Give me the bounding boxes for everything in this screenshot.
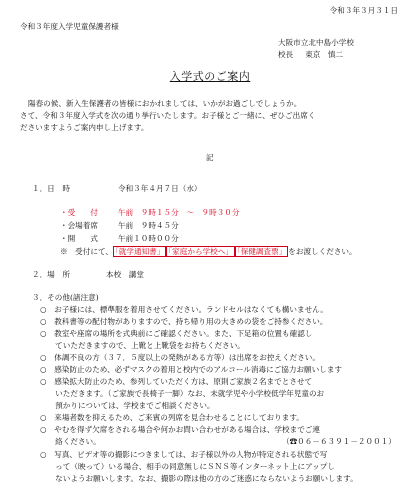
note-line: ○ 来場者数を抑えるため、ご来賓の列席を見合わせることにしております。 — [40, 413, 304, 422]
note-line: ○ 写真、ビデオ等の撮影につきましては、お子様以外の人物が特定される状態で写 — [40, 450, 328, 459]
school-name: 大阪市立北中島小学校 — [278, 38, 354, 47]
reception-label: ・受 付 — [60, 208, 98, 217]
seating-time: 午前 ９時４５分 — [118, 221, 179, 230]
doc-health-survey: 「保健調査票」 — [236, 247, 287, 256]
note-line: ○ 教科書等の配付物がありますので、持ち帰り用の大きめの袋をご持参ください。 — [40, 317, 328, 326]
note-line: 絡ください。 — [40, 437, 101, 446]
note-line: ○ 感染拡大防止のため、参列していただく方は、原則ご家族２名までとさせて — [40, 377, 313, 386]
greeting-line-1: 陽春の候、新入生保護者の皆様におかれましては、いかがお過ごしでしょうか。 — [28, 99, 302, 108]
note-line: ○ 教室や座席の場所を式典前にご確認ください。また、下足箱の位置も確認し — [40, 329, 313, 338]
principal-name: 東京 慎二 — [305, 50, 344, 59]
greeting-line-3: ださいますようご案内申し上げます。 — [20, 123, 149, 132]
school-phone: （☎０６－６３９１－２００１） — [282, 437, 396, 446]
event-date: 令和３年４月７日（水） — [118, 184, 202, 193]
principal — [278, 50, 343, 60]
section1-heading: １．日 時 — [32, 184, 70, 193]
doc-home-to-school: 「家庭から学校へ」 — [168, 247, 233, 256]
reception-note: ※ 受付にて、 「就学通知書」 「家庭から学校へ」 「保健調査票」 をお渡しください。 — [60, 247, 357, 256]
seating-label: ・会場着席 — [60, 221, 98, 230]
ki-mark: 記 — [206, 153, 214, 162]
opening-time: 午前１０時００分 — [118, 234, 179, 243]
reception-time: 午前 ９時１５分 ～ ９時３０分 — [118, 208, 240, 217]
note-line: ○ やむを得ず欠席をされる場合や何かお問い合わせがある場合は、学校までご連 — [40, 425, 320, 434]
note-line: いただきます。（ご家族で長椅子一脚）なお、未就学児や小学校低学年児童のお — [40, 389, 325, 398]
recipient: 令和３年度入学児童保護者様 — [20, 22, 119, 31]
note-line: ○ 体調不良の方（３７．５度以上の発熱がある方等）は出席をお控えください。 — [40, 353, 320, 362]
opening-label: ・開 式 — [60, 234, 98, 243]
greeting-line-2: さて、令和３年度入学式を次の通り挙行いたします。お子様とご一緒に、ぜひご出席く — [20, 111, 316, 120]
note-line: ○ お子様には、標準服を着用させてください。ランドセルはなくても構いません。 — [40, 305, 328, 314]
page-title: 入学式のご案内 — [169, 70, 251, 83]
note-line: 預かりについては、学校までご相談ください。 — [40, 401, 215, 410]
section3-heading: ３．その他(諸注意) — [32, 293, 99, 302]
principal-title: 校長 — [278, 50, 294, 59]
note-line: ていただきますので、上靴と上靴袋をお持ちください。 — [40, 341, 245, 350]
section2-heading: ２．場 所 — [32, 270, 70, 279]
issue-date: 令和３年３月３１日 — [329, 6, 398, 15]
note-line: って（映って）いる場合、相手の同意無しにＳＮＳ等インターネット上にアップし — [40, 462, 335, 471]
doc-enrollment-notice: 「就学通知書」 — [115, 247, 165, 256]
venue: 本校 講堂 — [106, 270, 144, 279]
note-line: ないようお願いします。なお、撮影の際は他の方のご迷惑にならないようお願いします。 — [40, 474, 358, 483]
note-line: ○ 感染防止のため、必ずマスクの着用と校内でのアルコール消毒にご協力お願いします — [40, 365, 343, 374]
